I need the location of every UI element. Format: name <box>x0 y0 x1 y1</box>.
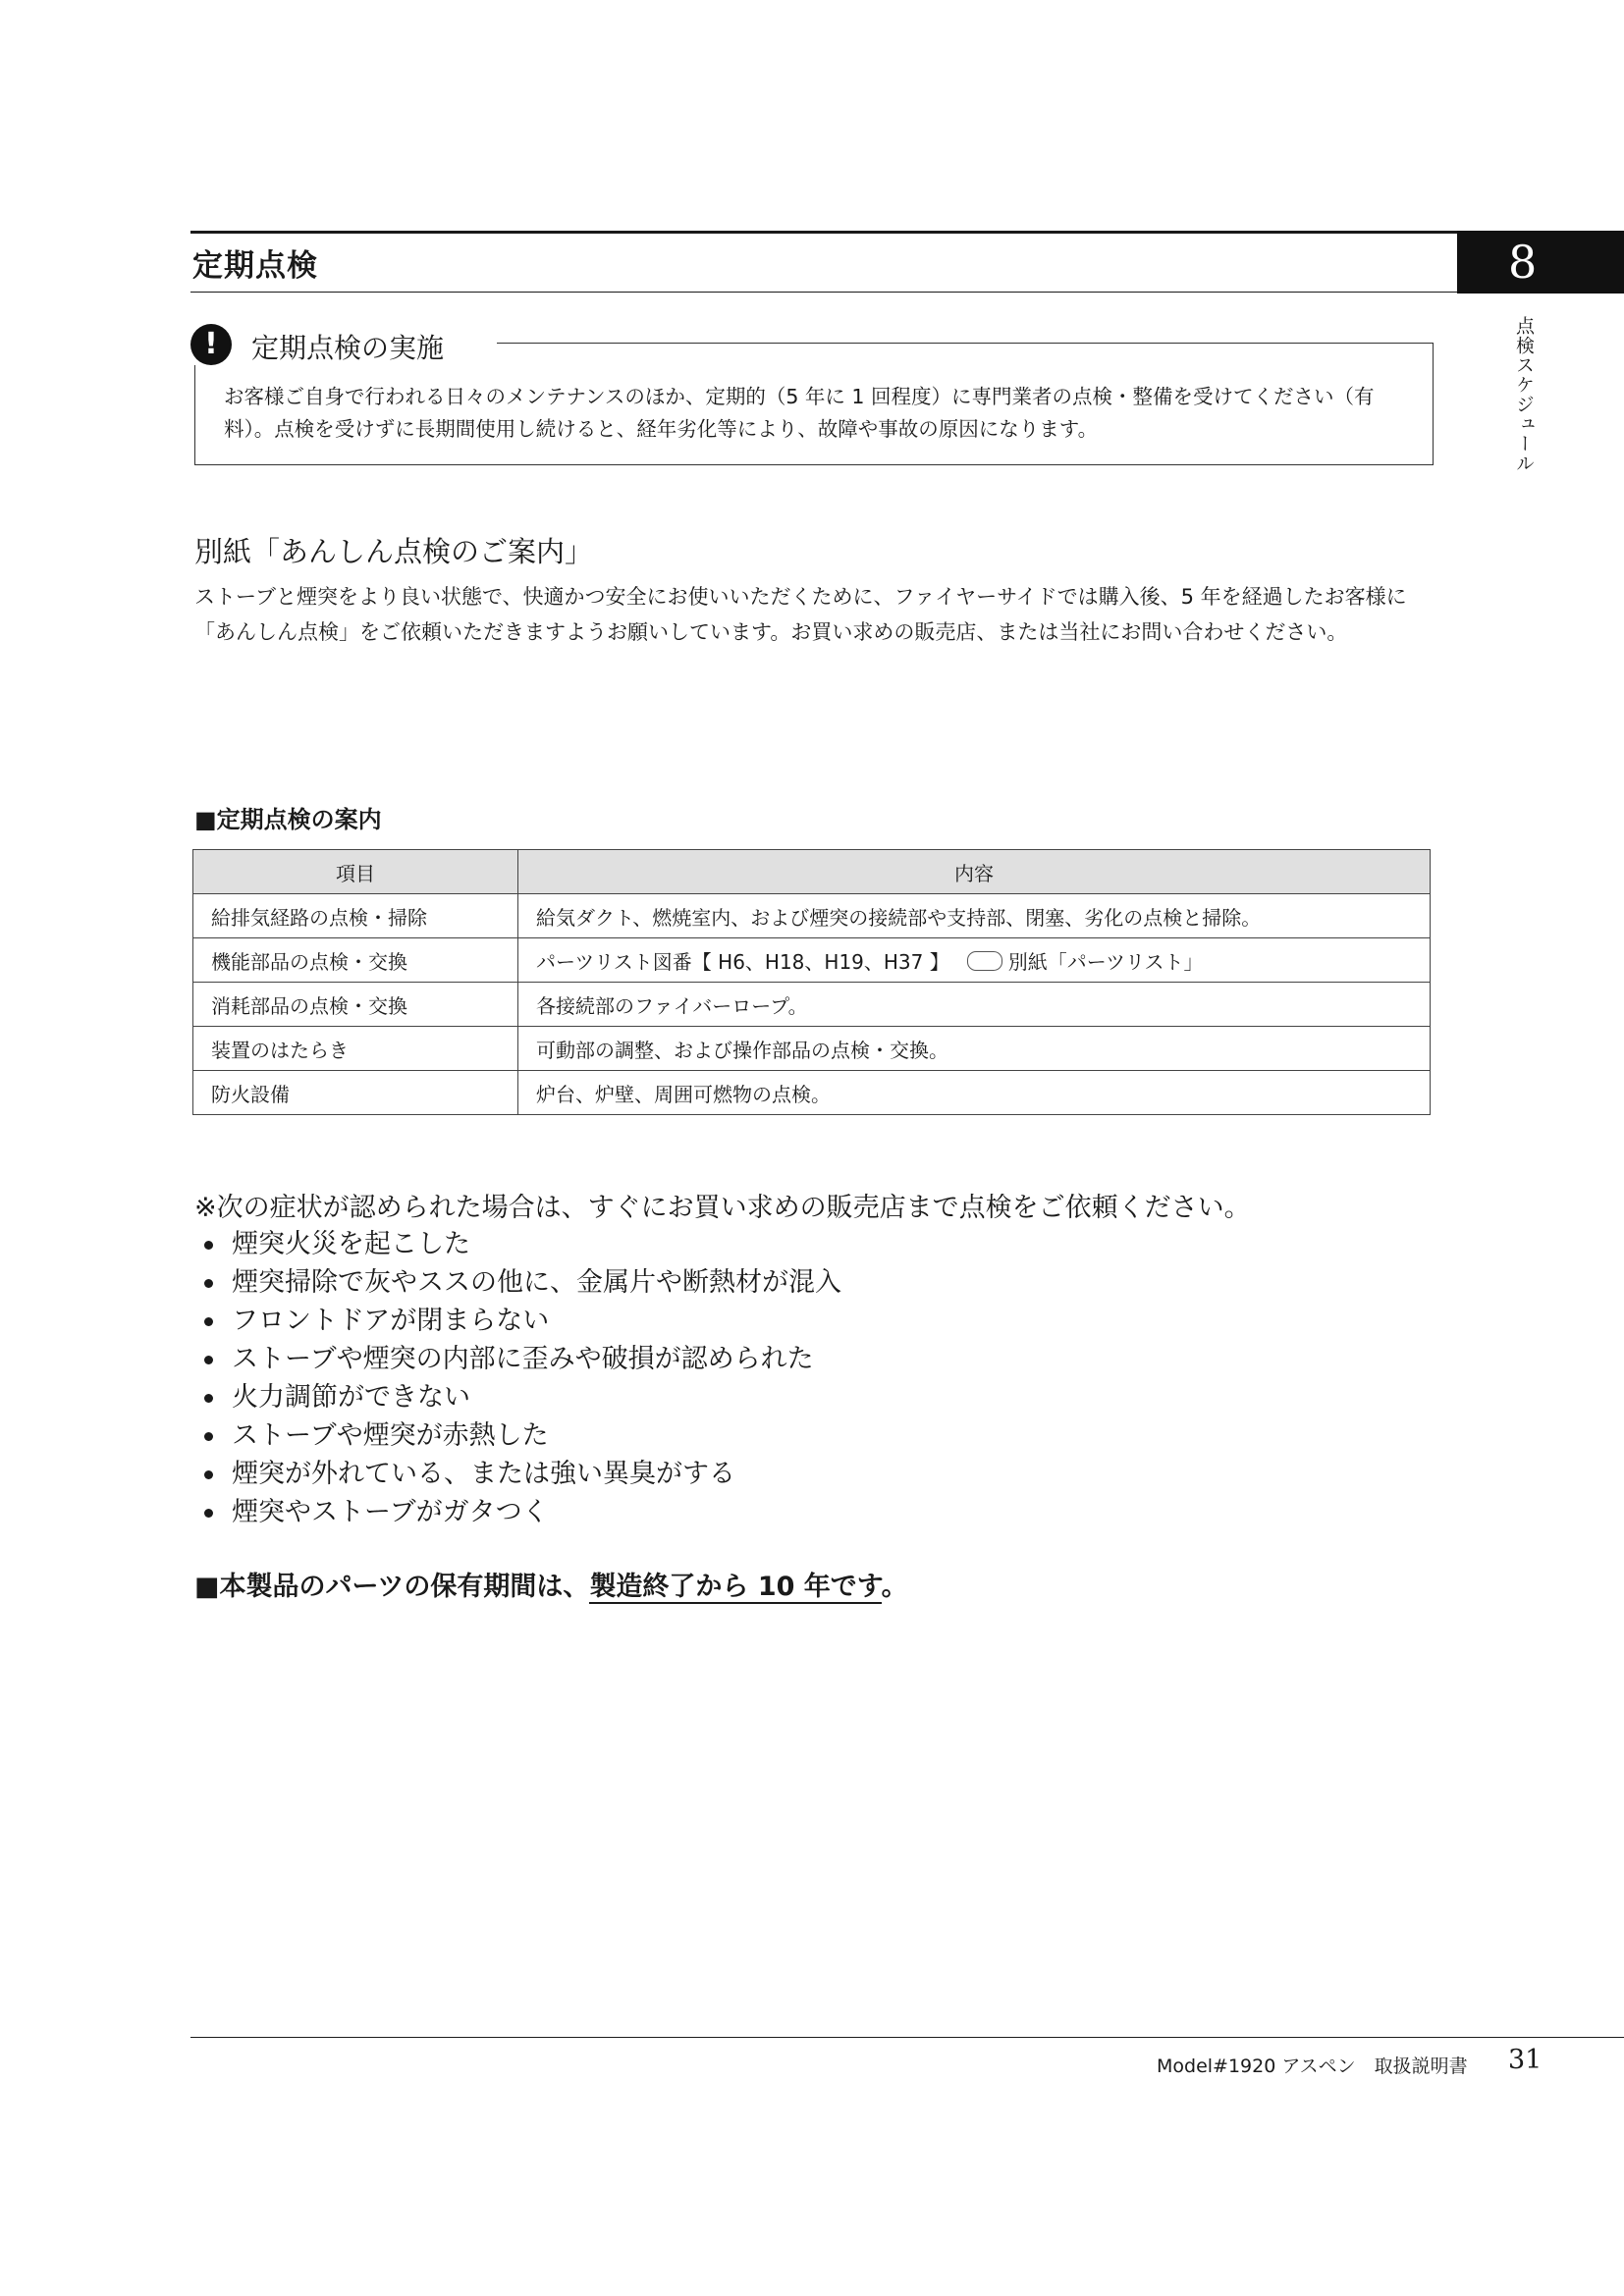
column-header-content: 内容 <box>518 850 1431 894</box>
table-cell-content <box>518 938 1431 983</box>
list-item-text: ストーブや煙突の内部に歪みや破損が認められた <box>232 1344 814 1374</box>
list-item-text: 煙突やストーブがガタつく <box>232 1497 549 1527</box>
bullet-icon <box>204 1279 213 1288</box>
parts-number-text: パーツリスト図番【 H6、H18、H19、H37 】 <box>536 949 949 974</box>
table-cell-item: 装置のはたらき <box>193 1027 518 1071</box>
bullet-icon <box>204 1394 213 1403</box>
header-top-rule <box>190 231 1457 234</box>
parts-note-prefix: ■本製品のパーツの保有期間は、 <box>194 1572 590 1602</box>
list-item <box>196 1455 841 1493</box>
bullet-icon <box>204 1470 213 1479</box>
list-item-text: 煙突が外れている、または強い異臭がする <box>232 1459 735 1489</box>
list-item <box>196 1263 841 1302</box>
footer-rule <box>190 2037 1624 2038</box>
table-row <box>193 1071 1431 1115</box>
notice-title: 定期点検の実施 <box>251 332 445 364</box>
table-heading: ■定期点検の案内 <box>194 806 382 833</box>
list-item <box>196 1302 841 1340</box>
list-item-text: ストーブや煙突が赤熱した <box>232 1420 549 1451</box>
symptom-list <box>196 1225 841 1531</box>
list-item-text: フロントドアが閉まらない <box>232 1306 550 1336</box>
list-item <box>196 1493 841 1531</box>
table-row <box>193 983 1431 1027</box>
table-cell-content: 可動部の調整、および操作部品の点検・交換。 <box>518 1027 1431 1071</box>
pointing-hand-icon <box>967 951 1002 971</box>
exclamation-icon: ! <box>190 324 232 365</box>
page-number: 31 <box>1508 2045 1543 2075</box>
list-item <box>196 1340 841 1378</box>
list-item-text: 火力調節ができない <box>232 1382 470 1413</box>
chapter-side-label: 点検スケジュール <box>1513 316 1535 473</box>
table-cell-item: 機能部品の点検・交換 <box>193 938 518 983</box>
table-row <box>193 938 1431 983</box>
list-item-text: 煙突火災を起こした <box>232 1229 470 1259</box>
list-item <box>196 1225 841 1263</box>
table-cell-item: 給排気経路の点検・掃除 <box>193 894 518 938</box>
bullet-icon <box>204 1509 213 1518</box>
table-row <box>193 894 1431 938</box>
section-title: 別紙「あんしん点検のご案内」 <box>194 535 594 568</box>
table-cell-item: 消耗部品の点検・交換 <box>193 983 518 1027</box>
table-cell-content: 各接続部のファイバーロープ。 <box>518 983 1431 1027</box>
chapter-number-tab: 8 <box>1457 231 1624 294</box>
table-cell-content: 給気ダクト、燃焼室内、および煙突の接続部や支持部、閉塞、劣化の点検と掃除。 <box>518 894 1431 938</box>
table-cell-item: 防火設備 <box>193 1071 518 1115</box>
table-header-row <box>193 850 1431 894</box>
notice-text: お客様ご自身で行われる日々のメンテナンスのほか、定期的（5 年に 1 回程度）に専門業者の点検・整備を受けてください（有料）。点検を受けずに長期間使用し続けると、経年劣化等により、故障や事故の原因になります。 <box>224 385 1375 441</box>
symptom-intro: ※次の症状が認められた場合は、すぐにお買い求めの販売店まで点検をご依頼ください。 <box>194 1193 1251 1223</box>
parts-list-reference: 別紙「パーツリスト」 <box>1007 949 1204 974</box>
section-text: ストーブと煙突をより良い状態で、快適かつ安全にお使いいただくために、ファイヤーサイドでは購入後、5 年を経過したお客様に「あんしん点検」をご依頼いただきますようお願いしています。お買い求めの販売店、または当社にお問い合わせください。 <box>194 585 1407 644</box>
parts-retention-note <box>194 1565 908 1603</box>
header-bottom-rule <box>190 292 1457 293</box>
list-item-text: 煙突掃除で灰やススの他に、金属片や断熱材が混入 <box>232 1267 841 1298</box>
table-cell-content: 炉台、炉壁、周囲可燃物の点検。 <box>518 1071 1431 1115</box>
parts-note-period: 製造終了から 10 年です <box>589 1572 882 1602</box>
list-item <box>196 1378 841 1416</box>
table-row <box>193 1027 1431 1071</box>
bullet-icon <box>204 1241 213 1250</box>
inspection-table <box>192 849 1431 1115</box>
page-title: 定期点検 <box>192 248 318 284</box>
bullet-icon <box>204 1356 213 1364</box>
list-item <box>196 1416 841 1455</box>
bullet-icon <box>204 1432 213 1441</box>
footer-model: Model#1920 アスペン 取扱説明書 <box>1157 2056 1468 2077</box>
column-header-item: 項目 <box>193 850 518 894</box>
parts-note-suffix: 。 <box>881 1572 908 1602</box>
bullet-icon <box>204 1317 213 1326</box>
